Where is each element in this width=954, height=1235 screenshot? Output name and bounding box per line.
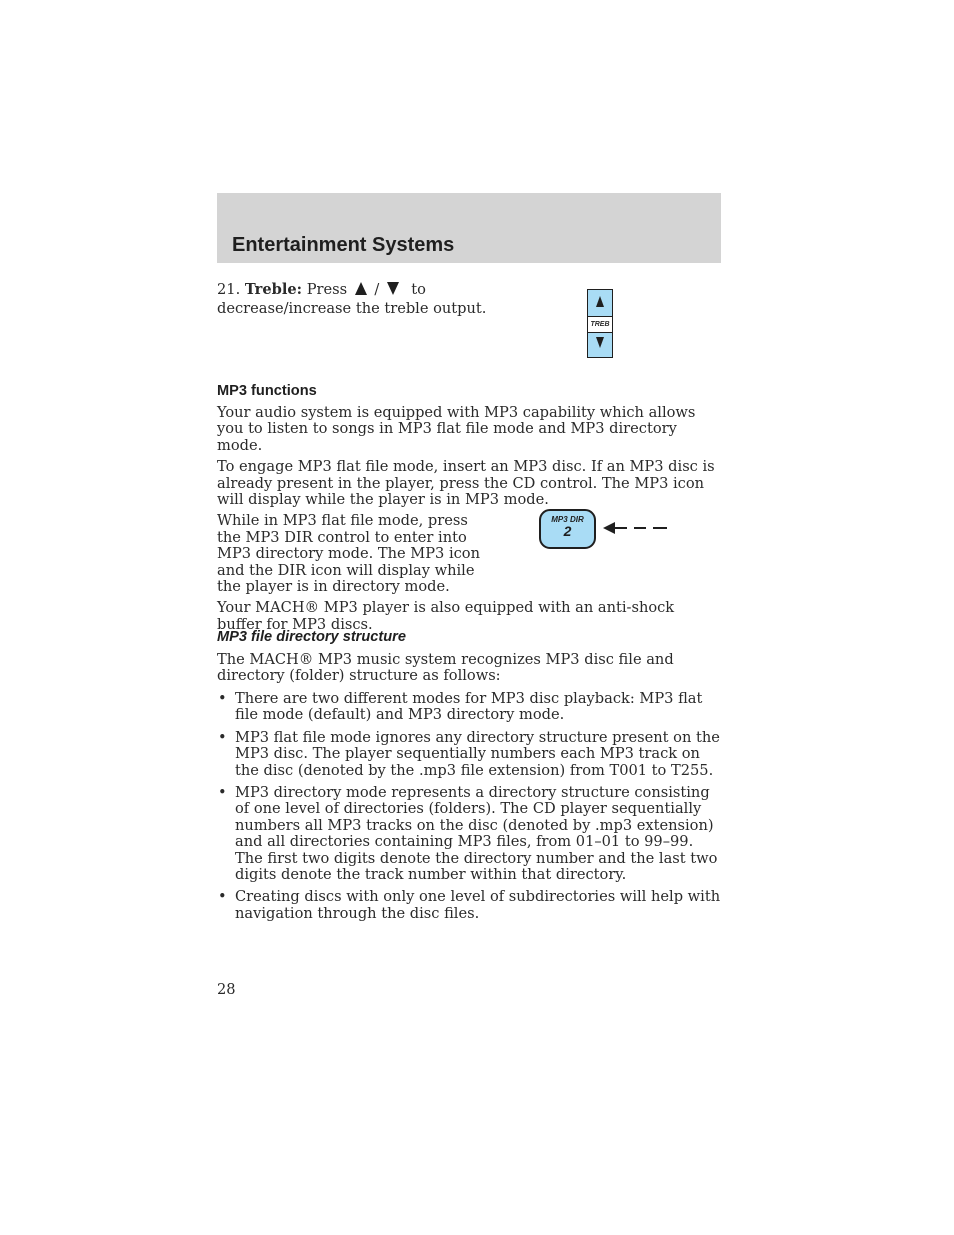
text-line: the player is in directory mode. xyxy=(217,578,450,596)
down-arrow-icon xyxy=(387,282,399,295)
mp3-functions-heading: MP3 functions xyxy=(217,383,317,399)
page-number: 28 xyxy=(217,981,236,998)
list-item: • MP3 flat file mode ignores any directory structure present on the MP3 disc. The player sequentially numbers each MP3 track on the disc (denoted by the .mp3 file extension) from T001 to T255. xyxy=(217,730,722,779)
treble-label: Treble: xyxy=(244,281,303,298)
to-text: to xyxy=(411,281,426,298)
treble-up-button xyxy=(588,290,612,315)
section-header-band xyxy=(217,193,721,263)
mp3-dir-label: MP3 DIR xyxy=(551,515,584,524)
text-line: While in MP3 flat file mode, press xyxy=(217,512,468,530)
list-item: • There are two different modes for MP3 disc playback: MP3 flat file mode (default) and MP3 directory mode. xyxy=(217,691,722,724)
treble-control-illustration xyxy=(587,289,613,358)
press-text: Press xyxy=(306,281,348,298)
up-arrow-icon xyxy=(596,296,604,307)
pointer-arrow-icon xyxy=(603,519,669,537)
mp3-structure-list xyxy=(217,691,722,928)
paragraph: Your MACH® MP3 player is also equipped with an anti-shock buffer for MP3 discs. xyxy=(217,599,675,633)
mp3-dir-number: 2 xyxy=(563,523,572,539)
treb-label: TREB xyxy=(588,316,612,333)
section-title: Entertainment Systems xyxy=(232,234,455,256)
down-arrow-icon xyxy=(596,337,604,348)
mp3-structure-intro xyxy=(217,652,722,685)
treble-down-button xyxy=(588,332,612,357)
item-number: 21. xyxy=(217,281,241,298)
list-item: • MP3 directory mode represents a directory structure consisting of one level of directories (folders). The CD player sequentially numbers all MP3 tracks on the disc (denoted by .mp3 extension) and all directories containing MP3 files, from 01–01 to 99–99. The first two digits denote the directory number and the last two digits denote the track number within that directory. xyxy=(217,785,722,883)
text-line: the MP3 DIR control to enter into xyxy=(217,528,467,546)
mp3-structure-heading: MP3 file directory structure xyxy=(217,629,406,645)
mp3-dir-control-illustration xyxy=(539,509,596,549)
separator-text: / xyxy=(374,281,380,298)
treble-description: decrease/increase the treble output. xyxy=(217,300,487,317)
list-item: • Creating discs with only one level of subdirectories will help with navigation through the disc files. xyxy=(217,889,722,922)
paragraph: Your audio system is equipped with MP3 capability which allows you to listen to songs in MP3 flat file mode and MP3 directory mode. xyxy=(217,404,696,454)
treble-instruction xyxy=(217,280,517,318)
text-line: and the DIR icon will display while xyxy=(217,561,475,579)
paragraph: The MACH® MP3 music system recognizes MP3 disc file and directory (folder) structure as follows: xyxy=(217,651,674,685)
up-arrow-icon xyxy=(355,282,367,295)
paragraph: To engage MP3 flat file mode, insert an MP3 disc. If an MP3 disc is already present in the player, press the CD control. The MP3 icon will display while the player is in MP3 mode. xyxy=(217,458,715,509)
text-line: MP3 directory mode. The MP3 icon xyxy=(217,545,480,563)
